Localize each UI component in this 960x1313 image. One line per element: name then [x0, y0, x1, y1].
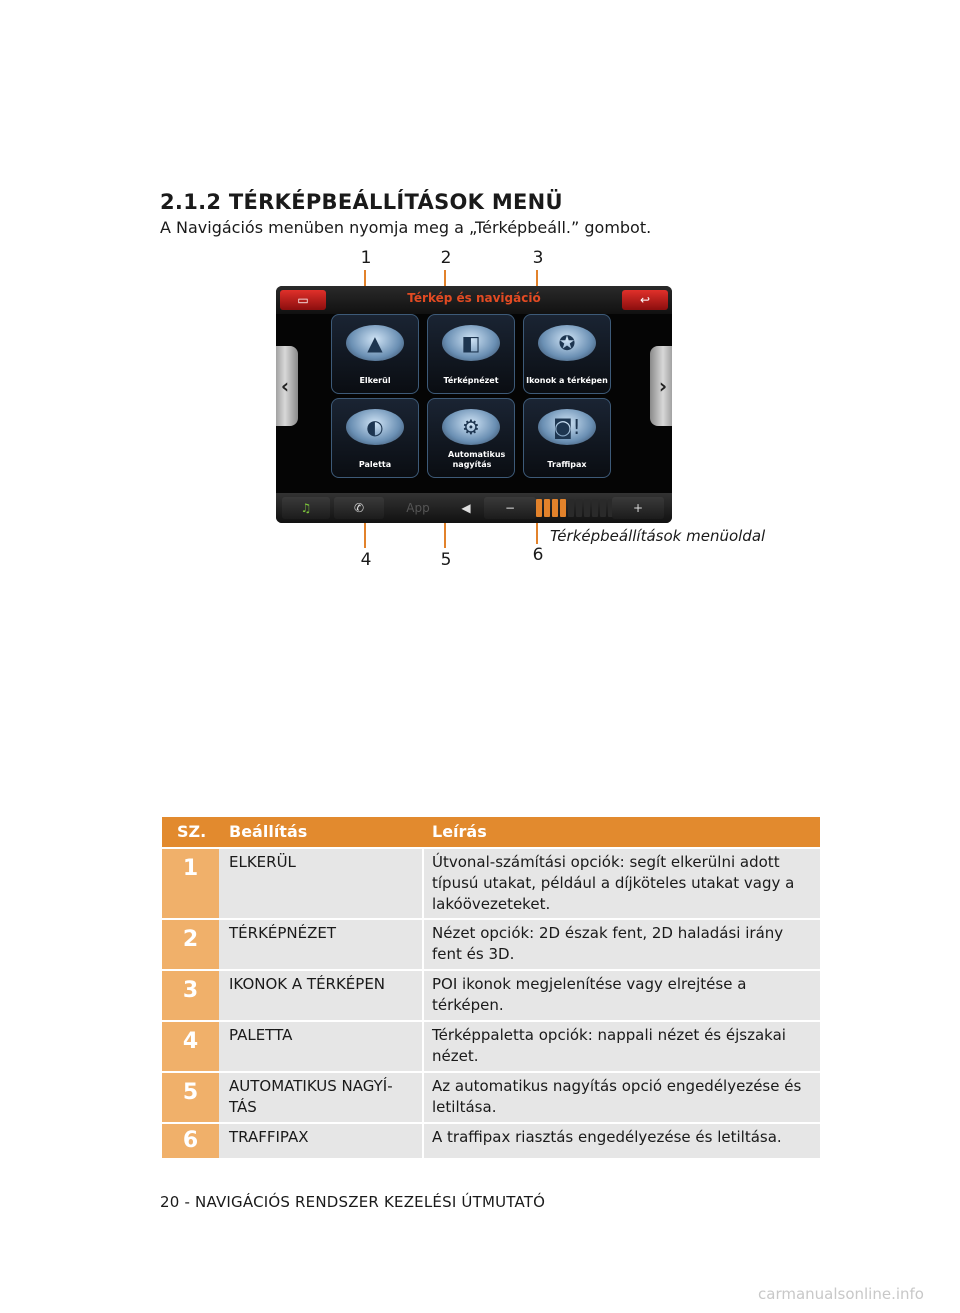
tile-ikonok[interactable] — [523, 314, 611, 394]
column-divider — [422, 1073, 424, 1122]
row-number: 3 — [162, 971, 219, 1020]
volume-segment — [600, 499, 606, 517]
tile-label: Paletta — [358, 460, 392, 469]
row-setting: TRAFFIPAX — [229, 1128, 309, 1146]
back-arrow-icon: ↩ — [639, 293, 651, 307]
row-number: 4 — [162, 1022, 219, 1071]
phone-icon: ✆ — [353, 501, 365, 515]
screen-title: Térkép és navigáció — [407, 291, 541, 305]
callout-1: 1 — [360, 248, 372, 268]
callout-5: 5 — [440, 550, 452, 570]
prev-page-button[interactable] — [276, 346, 298, 426]
2d-map-icon: ◧ — [442, 325, 500, 361]
header-sz: SZ. — [177, 822, 207, 841]
header-beallitas: Beállítás — [229, 822, 308, 841]
screen-bottom-bar — [276, 493, 672, 523]
volume-icon: ◀ — [461, 501, 471, 515]
tile-paletta[interactable] — [331, 398, 419, 478]
volume-segment — [536, 499, 542, 517]
header-leiras: Leírás — [432, 822, 487, 841]
volume-segment — [552, 499, 558, 517]
tile-label: Ikonok a térképen — [526, 376, 608, 385]
map-poi-icon: ✪ — [538, 325, 596, 361]
tile-label: Traffipax — [547, 460, 587, 469]
tile-elkerul[interactable] — [331, 314, 419, 394]
tile-label: Automatikus nagyítás — [448, 450, 506, 469]
table-row — [162, 849, 820, 918]
column-divider — [422, 1124, 424, 1158]
phone-button[interactable] — [334, 497, 384, 519]
volume-bar[interactable] — [534, 493, 614, 523]
callout-3: 3 — [532, 248, 544, 268]
row-setting: PALETTA — [229, 1026, 293, 1044]
table-row — [162, 1124, 820, 1158]
row-description: Nézet opciók: 2D észak fent, 2D haladási irány fent és 3D. — [432, 924, 784, 963]
column-divider — [422, 849, 424, 918]
row-number: 6 — [162, 1124, 219, 1158]
back-button[interactable] — [622, 290, 668, 310]
table-row — [162, 920, 820, 969]
row-description: Útvonal-számítási opciók: segít elkerülni adott típusú utakat, például a díjköteles utakat vagy a lakóövezeteket. — [432, 853, 795, 913]
screen-header — [276, 286, 672, 314]
volume-up-button[interactable]: + — [612, 497, 664, 519]
table-row — [162, 1022, 820, 1071]
row-number: 5 — [162, 1073, 219, 1122]
volume-down-button[interactable]: − — [484, 497, 536, 519]
volume-segment — [568, 499, 574, 517]
auto-zoom-icon: ⚙ — [442, 409, 500, 445]
tile-label: Elkerül — [359, 376, 391, 385]
volume-segment — [576, 499, 582, 517]
callout-6: 6 — [532, 545, 544, 565]
section-title: 2.1.2 TÉRKÉPBEÁLLÍTÁSOK MENÜ — [160, 190, 563, 214]
row-setting: ELKERÜL — [229, 853, 296, 871]
row-number: 2 — [162, 920, 219, 969]
figure-caption: Térképbeállítások menüoldal — [550, 527, 766, 545]
column-divider — [422, 971, 424, 1020]
row-description: POI ikonok megjelenítése vagy elrejtése a térképen. — [432, 975, 747, 1014]
row-description: Térképpaletta opciók: nappali nézet és éjszakai nézet. — [432, 1026, 786, 1065]
table-row — [162, 971, 820, 1020]
volume-segment — [592, 499, 598, 517]
row-number: 1 — [162, 849, 219, 918]
chevron-left-icon: ‹ — [280, 374, 290, 398]
map-icon: ▭ — [297, 293, 309, 307]
music-button[interactable] — [282, 497, 330, 519]
volume-segment — [560, 499, 566, 517]
section-intro: A Navigációs menüben nyomja meg a „Térképbeáll.” gombot. — [160, 218, 652, 237]
tile-automatikus-nagyitas[interactable] — [427, 398, 515, 478]
row-setting: IKONOK A TÉRKÉPEN — [229, 975, 386, 993]
tile-label: Térképnézet — [443, 376, 499, 385]
callout-4: 4 — [360, 550, 372, 570]
day-night-icon: ◐ — [346, 409, 404, 445]
watermark: carmanualsonline.info — [758, 1285, 924, 1303]
tile-terkepnezet[interactable] — [427, 314, 515, 394]
column-divider — [422, 920, 424, 969]
speed-camera-icon: ◙! — [538, 409, 596, 445]
volume-segment — [584, 499, 590, 517]
map-settings-screen — [276, 286, 672, 523]
tile-traffipax[interactable] — [523, 398, 611, 478]
callout-2: 2 — [440, 248, 452, 268]
column-divider — [422, 1022, 424, 1071]
map-home-button[interactable] — [280, 290, 326, 310]
table-row — [162, 1073, 820, 1122]
row-setting: AUTOMATIKUS NAGYÍ-TÁS — [229, 1077, 393, 1116]
row-setting: TÉRKÉPNÉZET — [229, 924, 337, 942]
page-footer: 20 - NAVIGÁCIÓS RENDSZER KEZELÉSI ÚTMUTATÓ — [160, 1193, 546, 1211]
app-button[interactable]: App — [406, 501, 430, 515]
highway-icon: ▲ — [346, 325, 404, 361]
row-description: Az automatikus nagyítás opció engedélyezése és letiltása. — [432, 1077, 802, 1116]
row-description: A traffipax riasztás engedélyezése és letiltása. — [432, 1128, 782, 1146]
table-header — [162, 817, 820, 847]
volume-segment — [544, 499, 550, 517]
next-page-button[interactable] — [650, 346, 672, 426]
chevron-right-icon: › — [658, 374, 668, 398]
music-note-icon: ♫ — [300, 501, 312, 515]
